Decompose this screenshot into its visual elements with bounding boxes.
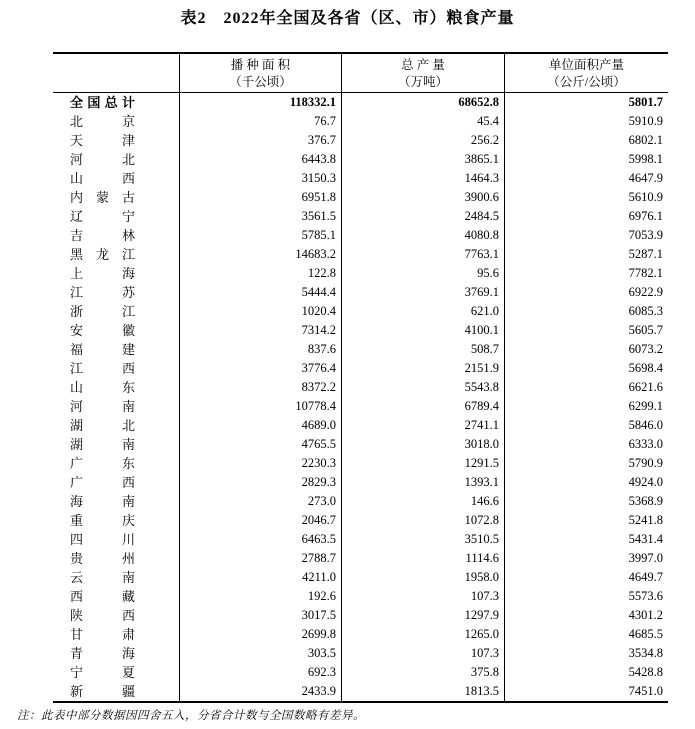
header-sown-area (179, 54, 341, 92)
region-cell (53, 112, 179, 131)
region-cell (53, 321, 179, 340)
sown-area-value: 3776.4 (179, 359, 341, 378)
region-cell (53, 150, 179, 169)
header-yield-title: 单位面积产量 (548, 58, 624, 72)
table-row (53, 587, 668, 606)
sown-area-value: 4211.0 (179, 568, 341, 587)
total-output-value: 1072.8 (341, 511, 504, 530)
table-row (53, 302, 668, 321)
total-output-value: 3769.1 (341, 283, 504, 302)
yield-value: 4685.5 (504, 625, 668, 644)
total-output-value: 2151.9 (341, 359, 504, 378)
sown-area-value: 2788.7 (179, 549, 341, 568)
yield-value: 6073.2 (504, 340, 668, 359)
total-output-value: 1265.0 (341, 625, 504, 644)
header-total-output-unit: （万吨） (397, 75, 448, 89)
sown-area-value: 3017.5 (179, 606, 341, 625)
sown-area-value: 6463.5 (179, 530, 341, 549)
region-name: 黑龙江 (70, 247, 135, 262)
region-name: 广东 (70, 456, 135, 471)
region-name: 宁夏 (70, 665, 135, 680)
region-name: 江西 (70, 361, 135, 376)
table-row (53, 264, 668, 283)
table-row (53, 131, 668, 150)
total-output-value: 621.0 (341, 302, 504, 321)
total-output-value: 1464.3 (341, 169, 504, 188)
region-cell (53, 131, 179, 150)
total-output-value: 3018.0 (341, 435, 504, 454)
yield-value: 6802.1 (504, 131, 668, 150)
region-cell (53, 473, 179, 492)
region-name: 四川 (70, 532, 135, 547)
total-output-value: 107.3 (341, 644, 504, 663)
sown-area-value: 192.6 (179, 587, 341, 606)
sown-area-value: 4689.0 (179, 416, 341, 435)
sown-area-value: 14683.2 (179, 245, 341, 264)
region-name: 西藏 (70, 589, 135, 604)
sown-area-value: 5444.4 (179, 283, 341, 302)
region-cell (53, 606, 179, 625)
total-output-value: 1958.0 (341, 568, 504, 587)
total-output-value: 7763.1 (341, 245, 504, 264)
header-total-output-title: 总 产 量 (401, 58, 445, 72)
yield-value: 6085.3 (504, 302, 668, 321)
table-row (53, 511, 668, 530)
region-cell (53, 625, 179, 644)
region-cell (53, 245, 179, 264)
region-cell (53, 340, 179, 359)
total-output-value: 3900.6 (341, 188, 504, 207)
yield-value: 5610.9 (504, 188, 668, 207)
sown-area-value: 76.7 (179, 112, 341, 131)
yield-value: 6621.6 (504, 378, 668, 397)
yield-value: 3534.8 (504, 644, 668, 663)
yield-value: 5698.4 (504, 359, 668, 378)
table-row (53, 245, 668, 264)
grain-production-table (53, 52, 668, 703)
table-row (53, 663, 668, 682)
yield-value: 5573.6 (504, 587, 668, 606)
total-output-value: 375.8 (341, 663, 504, 682)
region-cell (53, 378, 179, 397)
region-name: 江苏 (70, 285, 135, 300)
table-header-row (53, 54, 668, 93)
region-cell (53, 226, 179, 245)
region-name: 山西 (70, 171, 135, 186)
region-name: 海南 (70, 494, 135, 509)
region-cell (53, 93, 179, 112)
total-output-value: 508.7 (341, 340, 504, 359)
table-row (53, 359, 668, 378)
region-name: 安徽 (70, 323, 135, 338)
sown-area-value: 122.8 (179, 264, 341, 283)
table-row (53, 416, 668, 435)
sown-area-value: 837.6 (179, 340, 341, 359)
table-row (53, 644, 668, 663)
yield-value: 7053.9 (504, 226, 668, 245)
region-name: 全国总计 (70, 95, 135, 110)
yield-value: 5998.1 (504, 150, 668, 169)
sown-area-value: 303.5 (179, 644, 341, 663)
region-name: 北京 (70, 114, 135, 129)
sown-area-value: 5785.1 (179, 226, 341, 245)
total-output-value: 3510.5 (341, 530, 504, 549)
table-row (53, 150, 668, 169)
sown-area-value: 4765.5 (179, 435, 341, 454)
region-name: 甘肃 (70, 627, 135, 642)
total-output-value: 1291.5 (341, 454, 504, 473)
sown-area-value: 118332.1 (179, 93, 341, 112)
total-output-value: 256.2 (341, 131, 504, 150)
sown-area-value: 8372.2 (179, 378, 341, 397)
table-row (53, 283, 668, 302)
region-name: 广西 (70, 475, 135, 490)
table-row (53, 397, 668, 416)
table-row (53, 682, 668, 701)
table-row (53, 454, 668, 473)
region-cell (53, 416, 179, 435)
region-name: 内蒙古 (70, 190, 135, 205)
total-output-value: 68652.8 (341, 93, 504, 112)
total-output-value: 107.3 (341, 587, 504, 606)
yield-value: 5287.1 (504, 245, 668, 264)
total-output-value: 3865.1 (341, 150, 504, 169)
header-sown-area-unit: （千公顷） (229, 75, 292, 89)
total-output-value: 2741.1 (341, 416, 504, 435)
region-cell (53, 682, 179, 701)
region-cell (53, 188, 179, 207)
table-row (53, 93, 668, 112)
header-total-output (341, 54, 504, 92)
total-output-value: 6789.4 (341, 397, 504, 416)
region-name: 重庆 (70, 513, 135, 528)
sown-area-value: 692.3 (179, 663, 341, 682)
total-output-value: 5543.8 (341, 378, 504, 397)
yield-value: 7782.1 (504, 264, 668, 283)
yield-value: 3997.0 (504, 549, 668, 568)
region-cell (53, 302, 179, 321)
region-cell (53, 644, 179, 663)
sown-area-value: 376.7 (179, 131, 341, 150)
yield-value: 5801.7 (504, 93, 668, 112)
sown-area-value: 10778.4 (179, 397, 341, 416)
sown-area-value: 3150.3 (179, 169, 341, 188)
total-output-value: 95.6 (341, 264, 504, 283)
region-name: 湖南 (70, 437, 135, 452)
table-row (53, 226, 668, 245)
yield-value: 5241.8 (504, 511, 668, 530)
region-name: 吉林 (70, 228, 135, 243)
yield-value: 6333.0 (504, 435, 668, 454)
yield-value: 5368.9 (504, 492, 668, 511)
table-row (53, 169, 668, 188)
table-row (53, 435, 668, 454)
yield-value: 5605.7 (504, 321, 668, 340)
yield-value: 5790.9 (504, 454, 668, 473)
sown-area-value: 2699.8 (179, 625, 341, 644)
table-row (53, 340, 668, 359)
sown-area-value: 2046.7 (179, 511, 341, 530)
header-yield-unit: （公斤/公顷） (547, 75, 626, 89)
total-output-value: 1297.9 (341, 606, 504, 625)
table-row (53, 321, 668, 340)
yield-value: 4649.7 (504, 568, 668, 587)
yield-value: 5428.8 (504, 663, 668, 682)
total-output-value: 146.6 (341, 492, 504, 511)
region-cell (53, 549, 179, 568)
yield-value: 6922.9 (504, 283, 668, 302)
total-output-value: 45.4 (341, 112, 504, 131)
sown-area-value: 6443.8 (179, 150, 341, 169)
region-name: 山东 (70, 380, 135, 395)
region-name: 陕西 (70, 608, 135, 623)
region-cell (53, 264, 179, 283)
table-row (53, 473, 668, 492)
region-name: 河北 (70, 152, 135, 167)
sown-area-value: 1020.4 (179, 302, 341, 321)
region-name: 河南 (70, 399, 135, 414)
sown-area-value: 2230.3 (179, 454, 341, 473)
region-cell (53, 511, 179, 530)
table-row (53, 625, 668, 644)
region-name: 福建 (70, 342, 135, 357)
yield-value: 5846.0 (504, 416, 668, 435)
table-body (53, 93, 668, 701)
region-cell (53, 435, 179, 454)
region-cell (53, 587, 179, 606)
total-output-value: 2484.5 (341, 207, 504, 226)
table-row (53, 606, 668, 625)
total-output-value: 4080.8 (341, 226, 504, 245)
sown-area-value: 2829.3 (179, 473, 341, 492)
region-cell (53, 169, 179, 188)
total-output-value: 4100.1 (341, 321, 504, 340)
table-row (53, 112, 668, 131)
table-row (53, 378, 668, 397)
table-row (53, 188, 668, 207)
region-name: 青海 (70, 646, 135, 661)
sown-area-value: 3561.5 (179, 207, 341, 226)
total-output-value: 1393.1 (341, 473, 504, 492)
page-title: 表2 2022年全国及各省（区、市）粮食产量 (180, 10, 515, 27)
table-row (53, 492, 668, 511)
region-cell (53, 568, 179, 587)
header-sown-area-title: 播 种 面 积 (230, 58, 291, 72)
sown-area-value: 273.0 (179, 492, 341, 511)
region-name: 浙江 (70, 304, 135, 319)
sown-area-value: 7314.2 (179, 321, 341, 340)
region-cell (53, 283, 179, 302)
total-output-value: 1813.5 (341, 682, 504, 701)
region-cell (53, 397, 179, 416)
header-region-column (53, 54, 179, 92)
region-cell (53, 454, 179, 473)
yield-value: 4301.2 (504, 606, 668, 625)
region-name: 贵州 (70, 551, 135, 566)
footnote: 注：此表中部分数据因四舍五入，分省合计数与全国数略有差异。 (17, 710, 365, 722)
region-name: 新疆 (70, 684, 135, 699)
sown-area-value: 2433.9 (179, 682, 341, 701)
yield-value: 4647.9 (504, 169, 668, 188)
region-name: 云南 (70, 570, 135, 585)
region-cell (53, 207, 179, 226)
table-row (53, 207, 668, 226)
region-cell (53, 663, 179, 682)
yield-value: 4924.0 (504, 473, 668, 492)
region-name: 上海 (70, 266, 135, 281)
region-cell (53, 492, 179, 511)
yield-value: 6299.1 (504, 397, 668, 416)
header-yield (504, 54, 668, 92)
region-name: 湖北 (70, 418, 135, 433)
total-output-value: 1114.6 (341, 549, 504, 568)
region-cell (53, 530, 179, 549)
table-row (53, 568, 668, 587)
yield-value: 5910.9 (504, 112, 668, 131)
region-cell (53, 359, 179, 378)
table-row (53, 549, 668, 568)
region-name: 辽宁 (70, 209, 135, 224)
table-row (53, 530, 668, 549)
yield-value: 6976.1 (504, 207, 668, 226)
region-name: 天津 (70, 133, 135, 148)
sown-area-value: 6951.8 (179, 188, 341, 207)
yield-value: 5431.4 (504, 530, 668, 549)
yield-value: 7451.0 (504, 682, 668, 701)
